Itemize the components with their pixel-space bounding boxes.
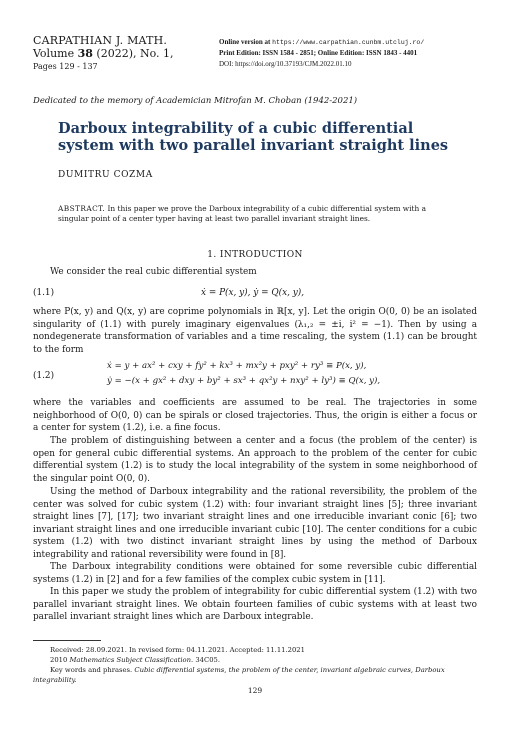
footnote-received: Received: 28.09.2021. In revised form: 04.11.2021. Accepted: 11.11.2021 bbox=[50, 646, 305, 654]
journal-name: CARPATHIAN J. MATH. bbox=[33, 34, 168, 47]
footnote-keywords: Key words and phrases. Cubic differential systems, the problem of the center, invariant algebraic curves, Darboux integrability. bbox=[33, 666, 445, 684]
online-version: Online version at https://www.carpathian.cunbm.utcluj.ro/ bbox=[219, 38, 425, 46]
author-name: DUMITRU COZMA bbox=[58, 170, 153, 180]
equation-1-2 bbox=[33, 361, 477, 391]
doi-link[interactable]: DOI: https://doi.org/10.37193/CJM.2022.01.10 bbox=[219, 60, 352, 68]
equation-number: (1.1) bbox=[33, 288, 55, 298]
section-heading: 1. INTRODUCTION bbox=[207, 250, 303, 260]
abstract-label: ABSTRACT. bbox=[58, 204, 106, 213]
paragraph-3: where the variables and coefficients are assumed to be real. The trajectories in some neighborhood of O(0, 0) can be spirals or closed trajectories. Thus, the origin is either a focus or a center for system (1.2), i.e. a fine focus. bbox=[33, 398, 477, 434]
equation-body: ẋ = P(x, y), ẏ = Q(x, y), bbox=[201, 288, 305, 298]
footnote-rule bbox=[33, 640, 101, 641]
volume-line: Volume 38 (2022), No. 1, bbox=[33, 47, 174, 60]
equation-number: (1.2) bbox=[33, 371, 55, 381]
dedication: Dedicated to the memory of Academician Mitrofan M. Choban (1942-2021) bbox=[33, 96, 358, 106]
abstract bbox=[58, 204, 458, 224]
journal-header bbox=[33, 34, 174, 73]
publication-info bbox=[219, 37, 424, 70]
paragraph-2: where P(x, y) and Q(x, y) are coprime polynomials in ℝ[x, y]. Let the origin O(0, 0) be an isolated singularity of (1.1) with purely imaginary eigenvalues (λ₁,₂ = ±i, i² = −1). Then by using a nondegenerate transformation of variables and a time rescaling, the system (1.1) can be brought to the form bbox=[33, 307, 477, 355]
paragraph-4: The problem of distinguishing between a center and a focus (the problem of the center) is open for general cubic differential systems. An approach to the problem of the center for cubic differential system (1.2) is to study the local integrability of the system in some neighborhood of the singular point O(0, 0). bbox=[33, 436, 477, 484]
page-range: Pages 129 - 137 bbox=[33, 62, 98, 71]
equation-line-b: ẏ = −(x + gx² + dxy + by² + sx³ + qx²y + nxy² + ly³) ≡ Q(x, y), bbox=[107, 376, 381, 386]
equation-line-a: ẋ = y + ax² + cxy + fy² + kx³ + mx²y + pxy² + ry³ ≡ P(x, y), bbox=[107, 361, 367, 371]
paper-title: Darboux integrability of a cubic differential system with two parallel invariant straight lines bbox=[58, 120, 449, 154]
abstract-text: In this paper we prove the Darboux integrability of a cubic differential system with a singular point of a center typer having at least two parallel invariant straight lines. bbox=[58, 204, 426, 223]
paragraph-7: In this paper we study the problem of integrability for cubic differential system (1.2) with two parallel invariant straight lines. We obtain fourteen families of cubic systems with at least two parallel invariant straight lines which are Darboux integrable. bbox=[33, 587, 477, 623]
issn-line: Print Edition: ISSN 1584 - 2851; Online Edition: ISSN 1843 - 4401 bbox=[219, 49, 418, 57]
page-number: 129 bbox=[247, 686, 263, 695]
footnote-msc: 2010 Mathematics Subject Classification. 34C05. bbox=[50, 656, 221, 664]
paragraph-5: Using the method of Darboux integrability and the rational reversibility, the problem of the center was solved for cubic system (1.2) with: four invariant straight lines [5]; three invariant straight lines [7], [17]; two invariant straight lines and one irreducible invariant conic [6]; two invariant straight lines and one irreducible invariant cubic [10]. The center conditions for a cubic system (1.2) with two distinct invariant straight lines by using the method of Darboux integrability and rational reversibility were found in [8]. bbox=[33, 487, 477, 560]
paragraph-6: The Darboux integrability conditions were obtained for some reversible cubic differential systems (1.2) in [2] and for a few families of the complex cubic system in [11]. bbox=[33, 562, 477, 585]
journal-url[interactable]: https://www.carpathian.cunbm.utcluj.ro/ bbox=[272, 39, 425, 46]
paragraph-1: We consider the real cubic differential system bbox=[50, 267, 257, 277]
